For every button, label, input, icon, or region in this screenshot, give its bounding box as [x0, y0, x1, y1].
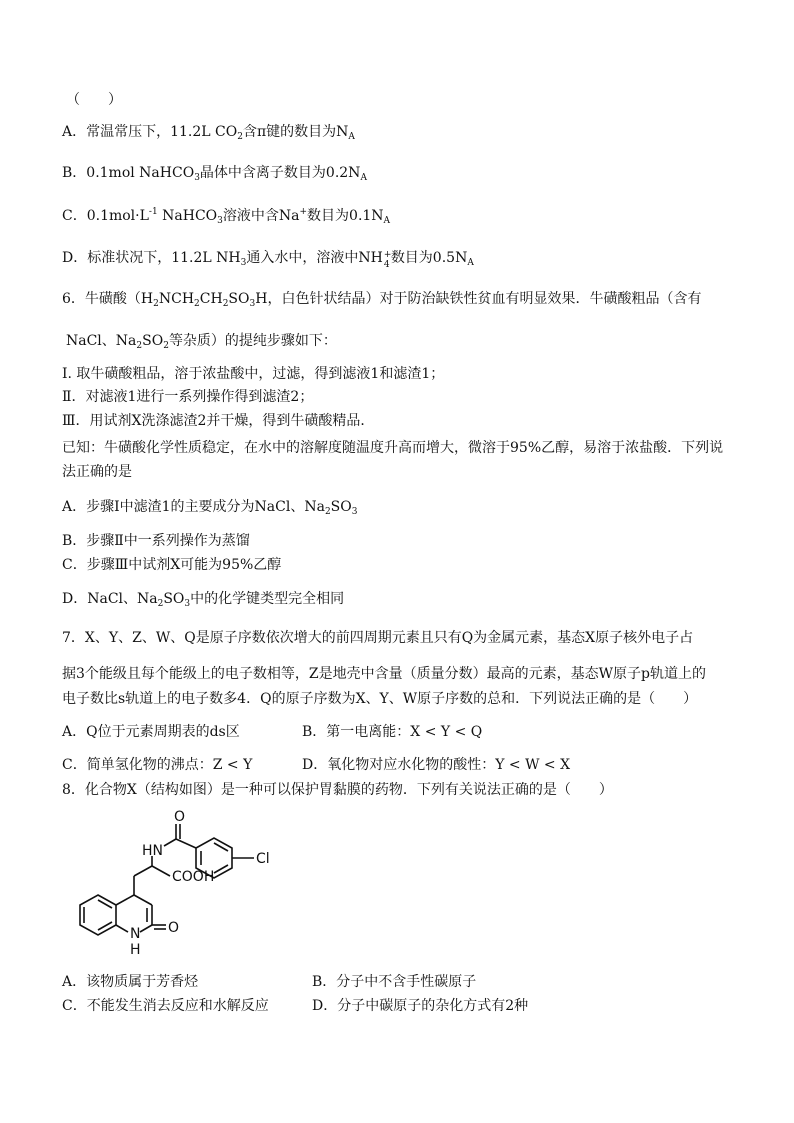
q7-option-a[interactable]: A．Q位于元素周期表的ds区 — [62, 724, 240, 740]
q6-option-a[interactable] — [62, 497, 357, 517]
q5-option-c[interactable] — [62, 206, 390, 226]
q5-option-b-text2: 晶体中含离子数目为0.2N — [199, 165, 361, 181]
subscript: 3 — [217, 216, 223, 226]
molecule-label-nh: HN — [142, 843, 163, 859]
q8-option-a[interactable]: A．该物质属于芳香烃 — [62, 974, 199, 990]
benzene-ring — [80, 895, 116, 935]
molecule-label-cooh: COOH — [172, 869, 215, 885]
q5-option-c-text: C．0.1mol·L — [62, 208, 149, 224]
q7-stem-line3: 电子数比s轨道上的电子数多4．Q的原子序数为X、Y、W原子序数的总和．下列说法正确的是（ ） — [62, 691, 698, 707]
q5-option-d-text: D．标准状况下，11.2L NH — [62, 250, 241, 266]
q6-known-line1: 已知：牛磺酸化学性质稳定，在水中的溶解度随温度升高而增大，微溶于95%乙醇，易溶于浓盐酸．下列说 — [62, 440, 724, 456]
q5-option-d-text3: 数目为0.5N — [390, 250, 468, 266]
text: SO — [228, 291, 250, 307]
q6-step-3: Ⅲ．用试剂X洗涤滤渣2并干燥，得到牛磺酸精品． — [62, 413, 375, 429]
subscript: 4 — [383, 260, 390, 270]
text: CH — [199, 291, 223, 307]
text: SO — [142, 333, 164, 349]
molecule-label-o2: O — [168, 920, 180, 936]
text: H，白色针状结晶）对于防治缺铁性贫血有明显效果．牛磺酸粗品（含有 — [255, 291, 702, 307]
superscript: -1 — [148, 207, 158, 217]
q6-option-c[interactable]: C．步骤Ⅲ中试剂X可能为95%乙醇 — [62, 557, 282, 573]
subscript: 2 — [163, 341, 169, 351]
text: SO — [163, 591, 185, 607]
subscript: 3 — [194, 173, 200, 183]
q8-stem: 8．化合物X（结构如图）是一种可以保护胃黏膜的药物．下列有关说法正确的是（ ） — [62, 782, 613, 798]
superscript: + — [383, 250, 392, 260]
q6-stem-line1 — [62, 289, 701, 309]
q8-option-b[interactable]: B．分子中不含手性碳原子 — [312, 974, 477, 990]
q5-option-d-text2: 通入水中，溶液中NH — [246, 250, 383, 266]
text: SO — [330, 499, 352, 515]
q5-option-d[interactable] — [62, 248, 474, 268]
subscript: 3 — [184, 599, 191, 609]
molecule-structure — [70, 808, 300, 968]
subscript: 2 — [136, 341, 143, 351]
subscript: A — [467, 258, 474, 268]
q6-step-2: Ⅱ．对滤液1进行一系列操作得到滤渣2； — [62, 389, 314, 405]
text: NCH — [158, 291, 195, 307]
q5-option-b[interactable] — [62, 163, 367, 183]
q5-option-c-text2: NaHCO — [157, 208, 218, 224]
subscript: 3 — [351, 507, 358, 517]
q6-stem-line2 — [66, 331, 337, 351]
subscript: 2 — [157, 599, 164, 609]
q7-option-b[interactable]: B．第一电离能：X < Y < Q — [302, 724, 483, 740]
molecule-label-n: N — [130, 926, 141, 942]
superscript: + — [299, 207, 308, 217]
subscript: A — [348, 132, 355, 142]
q6-known-line2: 法正确的是 — [62, 464, 132, 480]
subscript: 3 — [249, 299, 256, 309]
q5-option-a[interactable] — [62, 122, 355, 142]
q7-option-c[interactable]: C．简单氢化物的沸点：Z < Y — [62, 757, 253, 773]
q8-option-d[interactable]: D．分子中碳原子的杂化方式有2种 — [312, 998, 529, 1014]
q5-option-c-text3: 溶液中含Na — [222, 208, 300, 224]
q5-option-a-text: A．常温常压下，11.2L CO — [62, 124, 238, 140]
subscript: 2 — [194, 299, 200, 309]
molecule-label-cl: Cl — [256, 851, 270, 867]
subscript: 2 — [153, 299, 159, 309]
q6-option-b[interactable]: B．步骤Ⅱ中一系列操作为蒸馏 — [62, 533, 250, 549]
subscript: 3 — [240, 258, 247, 268]
subscript: 2 — [222, 299, 229, 309]
text: NaCl、Na — [66, 333, 137, 349]
molecule-bonds — [80, 824, 254, 935]
q7-stem-line1: 7．X、Y、Z、W、Q是原子序数依次增大的前四周期元素且只有Q为金属元素，基态X原子核外电子占 — [62, 630, 694, 646]
subscript: A — [360, 173, 367, 183]
q6-step-1: Ⅰ. 取牛磺酸粗品，溶于浓盐酸中，过滤，得到滤液1和滤渣1； — [62, 366, 445, 382]
q6-option-d[interactable] — [62, 589, 344, 609]
text: D．NaCl、Na — [62, 591, 158, 607]
text: 中的化学键类型完全相同 — [190, 591, 345, 607]
subscript: A — [383, 216, 391, 226]
text: A．步骤Ⅰ中滤渣1的主要成分为NaCl、Na — [62, 499, 325, 515]
q5-option-c-text4: 数目为0.1N — [307, 208, 384, 224]
molecule-label-h: H — [130, 942, 141, 958]
q8-option-c[interactable]: C．不能发生消去反应和水解反应 — [62, 998, 269, 1014]
q5-option-a-text2: 含π键的数目为N — [242, 124, 349, 140]
ion-charge — [383, 250, 392, 270]
q7-stem-line2: 据3个能级且每个能级上的电子数相等，Z是地壳中含量（质量分数）最高的元素，基态W原子p轨道上的 — [62, 666, 706, 682]
text: 6．牛磺酸（H — [62, 291, 154, 307]
subscript: 2 — [237, 132, 243, 142]
molecule-label-o1: O — [174, 809, 186, 825]
subscript: 2 — [324, 507, 331, 517]
q5-blank: （ ） — [66, 92, 122, 108]
text: 等杂质）的提纯步骤如下： — [168, 333, 337, 349]
q5-option-b-text: B．0.1mol NaHCO — [62, 165, 195, 181]
q7-option-d[interactable]: D．氧化物对应水化物的酸性：Y < W < X — [302, 757, 571, 773]
